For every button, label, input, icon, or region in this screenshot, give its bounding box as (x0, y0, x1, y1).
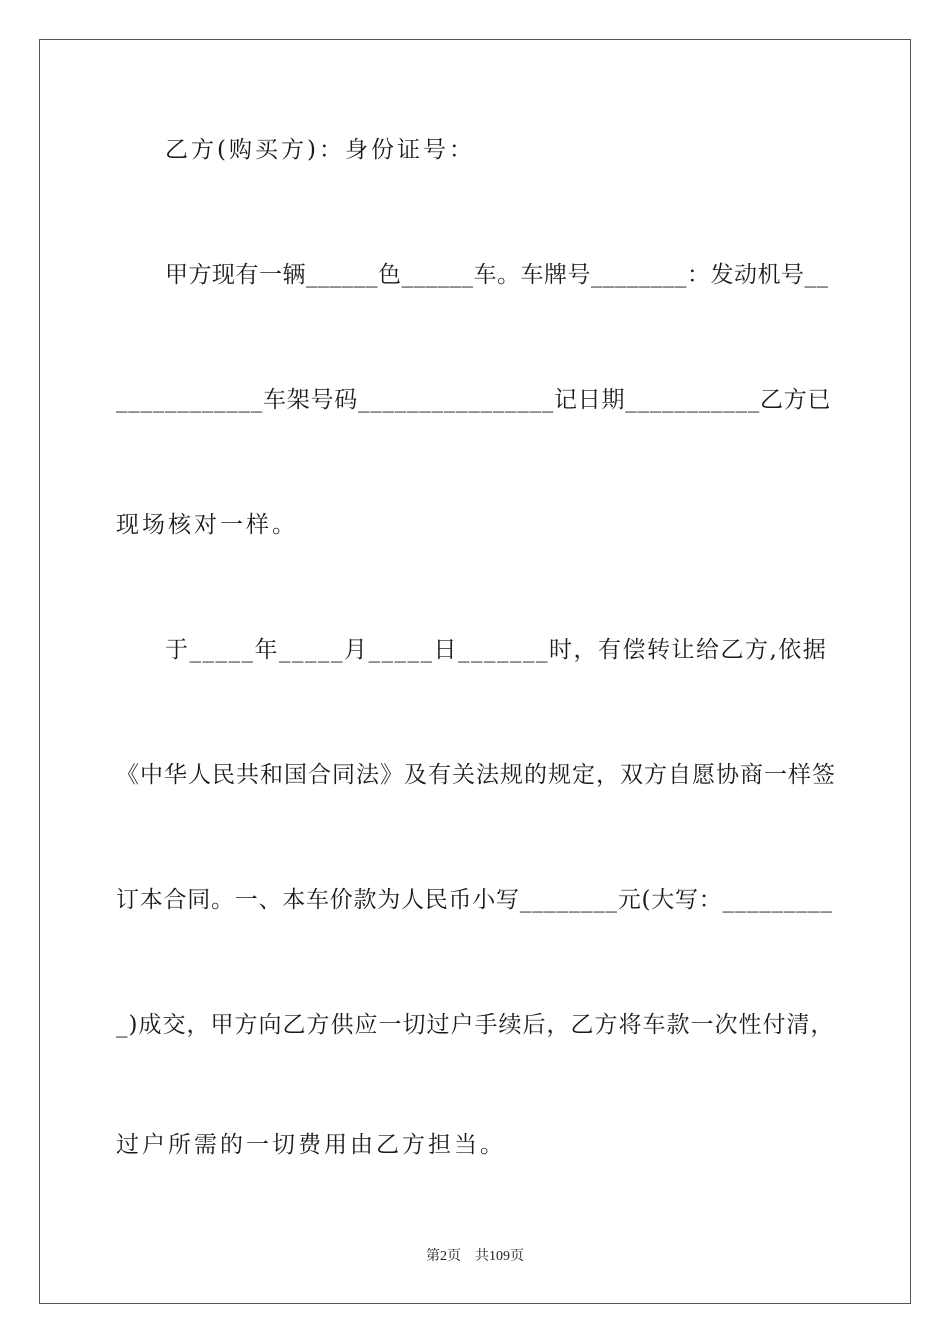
paragraph-line-contract-law: 《中华人民共和国合同法》及有关法规的规定，双方自愿协商一样签 (116, 762, 836, 788)
page-number-footer: 第2页 共109页 (426, 1249, 524, 1264)
paragraph-line-transfer-date: 于_____年_____月_____日_______时，有偿转让给乙方,依据 (165, 637, 828, 663)
paragraph-line-payment: _)成交，甲方向乙方供应一切过户手续后，乙方将车款一次性付清， (116, 1012, 835, 1038)
paragraph-line-vehicle-info: 甲方现有一辆______色______车。车牌号________：发动机号__ (165, 262, 829, 288)
page-border (39, 39, 911, 1304)
paragraph-line-frame-number: ____________车架号码________________记日期___________乙方已 (116, 387, 832, 413)
paragraph-line-buyer-id: 乙方(购买方)：身份证号： (165, 137, 475, 163)
paragraph-line-fees: 过户所需的一切费用由乙方担当。 (116, 1132, 506, 1158)
paragraph-line-price: 订本合同。一、本车价款为人民币小写________元(大写：_________ (116, 887, 833, 913)
paragraph-line-verified: 现场核对一样。 (116, 512, 298, 538)
